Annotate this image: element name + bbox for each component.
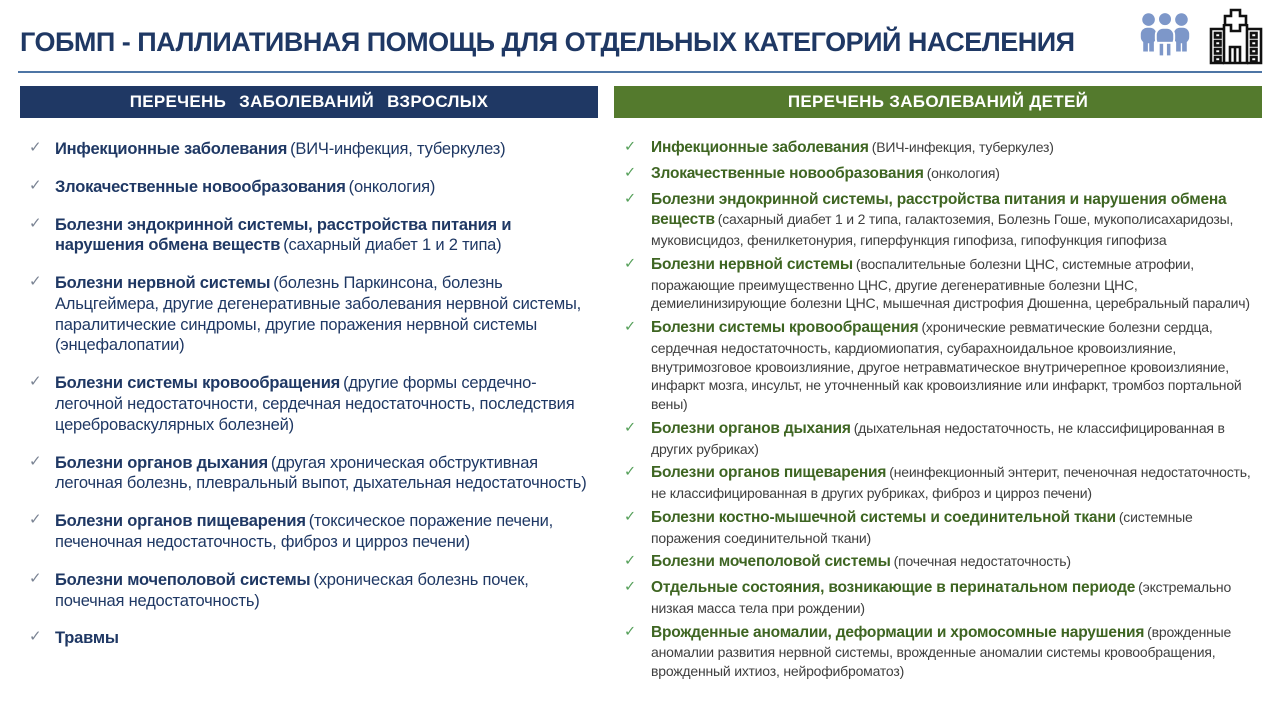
disease-text xyxy=(55,215,602,257)
disease-name: Злокачественные новообразования xyxy=(651,164,924,182)
checkmark-icon: ✓ xyxy=(29,569,42,587)
checkmark-icon: ✓ xyxy=(624,164,636,181)
disease-name: Болезни органов дыхания xyxy=(651,419,851,437)
children-disease-list xyxy=(614,138,1264,686)
disease-text xyxy=(55,273,602,356)
disease-text xyxy=(55,139,505,160)
disease-name: Болезни эндокринной системы, расстройства питания и нарушения обмена веществ xyxy=(651,190,1227,229)
disease-name: Болезни костно-мышечной системы и соединительной ткани xyxy=(651,508,1116,526)
disease-detail: (токсическое поражение печени, печеночная недостаточность, фиброз и цирроз печени) xyxy=(55,512,554,551)
disease-text xyxy=(651,552,1071,573)
header-icons xyxy=(1134,7,1266,67)
disease-name: Болезни органов пищеварения xyxy=(651,464,887,482)
disease-detail: (ВИЧ-инфекция, туберкулез) xyxy=(290,140,506,158)
checkmark-icon: ✓ xyxy=(29,373,42,391)
disease-detail: (сахарный диабет 1 и 2 типа) xyxy=(283,236,502,255)
disease-detail: (воспалительные болезни ЦНС, системные атрофии, поражающие преимущественно ЦНС, другие дегенеративные болезни ЦНС, демиелинизирующие болезни ЦНС, мышечная дистрофия Дюшенна, церебральный паралич) xyxy=(651,255,1250,312)
disease-detail: (дыхательная недостаточность, не классифицированная в других рубриках) xyxy=(651,419,1225,457)
people-group-icon xyxy=(1134,7,1196,67)
disease-text xyxy=(55,628,119,649)
disease-detail: (врожденные аномалии развития нервной системы, врожденные аномалии системы кровообращения, врожденный ихтиоз, нейрофиброматоз) xyxy=(651,623,1232,680)
checkmark-icon: ✓ xyxy=(624,190,636,207)
disease-list-item xyxy=(20,511,602,553)
disease-text xyxy=(651,190,1264,250)
disease-list-item xyxy=(20,273,602,356)
disease-detail: (хроническая болезнь почек, почечная недостаточность) xyxy=(55,570,529,610)
disease-detail: (экстремально низкая масса тела при рождении) xyxy=(651,579,1232,616)
disease-text xyxy=(55,373,602,435)
hospital-icon xyxy=(1206,7,1266,67)
disease-name: Отдельные состояния, возникающие в перинатальном периоде xyxy=(651,579,1136,597)
disease-text xyxy=(651,508,1264,548)
disease-detail: (хронические ревматические болезни сердца, сердечная недостаточность, кардиомиопатия, субарахноидальное кровоизлияние, внутримозговое кровоизлияние, другое нетравматическое внутричерепное кровоизлияние, инфаркт мозга, инсульт, не уточненный как кровоизлияние или инфаркт, тромбоз портальной вены) xyxy=(651,319,1242,413)
disease-list-item xyxy=(614,578,1264,618)
checkmark-icon: ✓ xyxy=(29,273,42,291)
adults-column-header-label: ПЕРЕЧЕНЬ ЗАБОЛЕВАНИЙ ВЗРОСЛЫХ xyxy=(129,92,489,111)
disease-list-item xyxy=(614,463,1264,503)
disease-text xyxy=(55,177,435,198)
disease-list-item xyxy=(614,255,1264,313)
disease-list-item xyxy=(614,164,1264,185)
disease-list-item xyxy=(614,623,1264,681)
checkmark-icon: ✓ xyxy=(29,139,42,156)
checkmark-icon: ✓ xyxy=(624,319,636,336)
disease-detail: (системные поражения соединительной ткани) xyxy=(651,508,1193,546)
checkmark-icon: ✓ xyxy=(29,452,42,470)
checkmark-icon: ✓ xyxy=(624,623,636,640)
disease-detail: (болезнь Паркинсона, болезнь Альцгеймера, другие дегенеративные заболевания нервной системы, паралитические синдромы, другие поражения нервной системы (энцефалопатии) xyxy=(55,274,582,355)
disease-text xyxy=(651,318,1264,414)
page-title: ГОБМП - ПАЛЛИАТИВНАЯ ПОМОЩЬ ДЛЯ ОТДЕЛЬНЫХ КАТЕГОРИЙ НАСЕЛЕНИЯ xyxy=(20,27,1075,57)
disease-list-item xyxy=(20,570,602,612)
checkmark-icon: ✓ xyxy=(624,139,636,155)
disease-text xyxy=(651,164,1000,185)
disease-name: Врожденные аномалии, деформации и хромосомные нарушения xyxy=(651,623,1145,641)
checkmark-icon: ✓ xyxy=(29,176,42,194)
disease-name: Болезни нервной системы xyxy=(55,274,271,293)
disease-text xyxy=(651,463,1264,503)
disease-list-item xyxy=(20,373,602,435)
checkmark-icon: ✓ xyxy=(29,628,42,646)
disease-detail: (ВИЧ-инфекция, туберкулез) xyxy=(871,139,1054,155)
disease-name: Болезни мочеполовой системы xyxy=(55,570,311,589)
disease-name: Болезни эндокринной системы, расстройства питания и нарушения обмена веществ xyxy=(55,215,512,255)
disease-list-item xyxy=(20,453,602,495)
checkmark-icon: ✓ xyxy=(624,579,636,596)
disease-name: Инфекционные заболевания xyxy=(651,139,869,156)
disease-name: Болезни органов пищеварения xyxy=(55,512,306,531)
checkmark-icon: ✓ xyxy=(624,255,636,272)
disease-list-item xyxy=(20,628,602,649)
title-divider xyxy=(18,71,1262,73)
disease-list-item xyxy=(614,318,1264,414)
disease-name: Болезни системы кровообращения xyxy=(651,319,919,337)
disease-detail: (неинфекционный энтерит, печеночная недостаточность, не классифицированная в других рубриках, фиброз и цирроз печени) xyxy=(651,464,1251,502)
disease-name: Болезни мочеполовой системы xyxy=(651,553,891,571)
disease-text xyxy=(651,255,1264,313)
disease-list-item xyxy=(20,215,602,257)
disease-name: Злокачественные новообразования xyxy=(55,177,346,196)
children-column-header xyxy=(614,86,1262,118)
disease-list-item xyxy=(614,419,1264,459)
checkmark-icon: ✓ xyxy=(624,464,636,481)
disease-detail: (почечная недостаточность) xyxy=(893,553,1071,570)
disease-detail: (сахарный диабет 1 и 2 типа, галактоземия, Болезнь Гоше, мукополисахаридозы, муковисцидоз, фенилкетонурия, гиперфункция гипофиза, гипофункция гипофиза xyxy=(651,211,1234,249)
disease-name: Болезни нервной системы xyxy=(651,255,853,273)
disease-name: Болезни органов дыхания xyxy=(55,453,268,472)
disease-detail: (другая хроническая обструктивная легочная болезнь, плевральный выпот, дыхательная недостаточность) xyxy=(55,453,587,493)
disease-text xyxy=(651,138,1054,159)
disease-text xyxy=(55,511,602,553)
checkmark-icon: ✓ xyxy=(624,419,636,436)
adults-disease-list xyxy=(20,139,602,666)
disease-text xyxy=(651,623,1264,681)
disease-list-item xyxy=(614,508,1264,548)
checkmark-icon: ✓ xyxy=(29,214,42,232)
disease-name: Инфекционные заболевания xyxy=(55,140,288,158)
disease-detail: (онкология) xyxy=(348,177,436,196)
disease-list-item xyxy=(614,190,1264,250)
checkmark-icon: ✓ xyxy=(624,553,636,570)
disease-list-item xyxy=(20,139,602,160)
disease-text xyxy=(55,453,602,495)
disease-detail: (другие формы сердечно-легочной недостаточности, сердечная недостаточность, последствия цереброваскулярных болезней) xyxy=(55,374,575,434)
disease-name: Болезни системы кровообращения xyxy=(55,374,341,393)
disease-text xyxy=(55,570,602,612)
checkmark-icon: ✓ xyxy=(624,508,636,525)
disease-text xyxy=(651,419,1264,459)
children-column-header-label: ПЕРЕЧЕНЬ ЗАБОЛЕВАНИЙ ДЕТЕЙ xyxy=(787,92,1089,111)
checkmark-icon: ✓ xyxy=(29,511,42,529)
adults-column-header xyxy=(20,86,598,118)
disease-name: Травмы xyxy=(55,629,119,648)
disease-list-item xyxy=(20,177,602,198)
disease-list-item xyxy=(614,552,1264,573)
disease-detail: (онкология) xyxy=(926,164,1000,181)
disease-text xyxy=(651,578,1264,618)
disease-list-item xyxy=(614,138,1264,159)
